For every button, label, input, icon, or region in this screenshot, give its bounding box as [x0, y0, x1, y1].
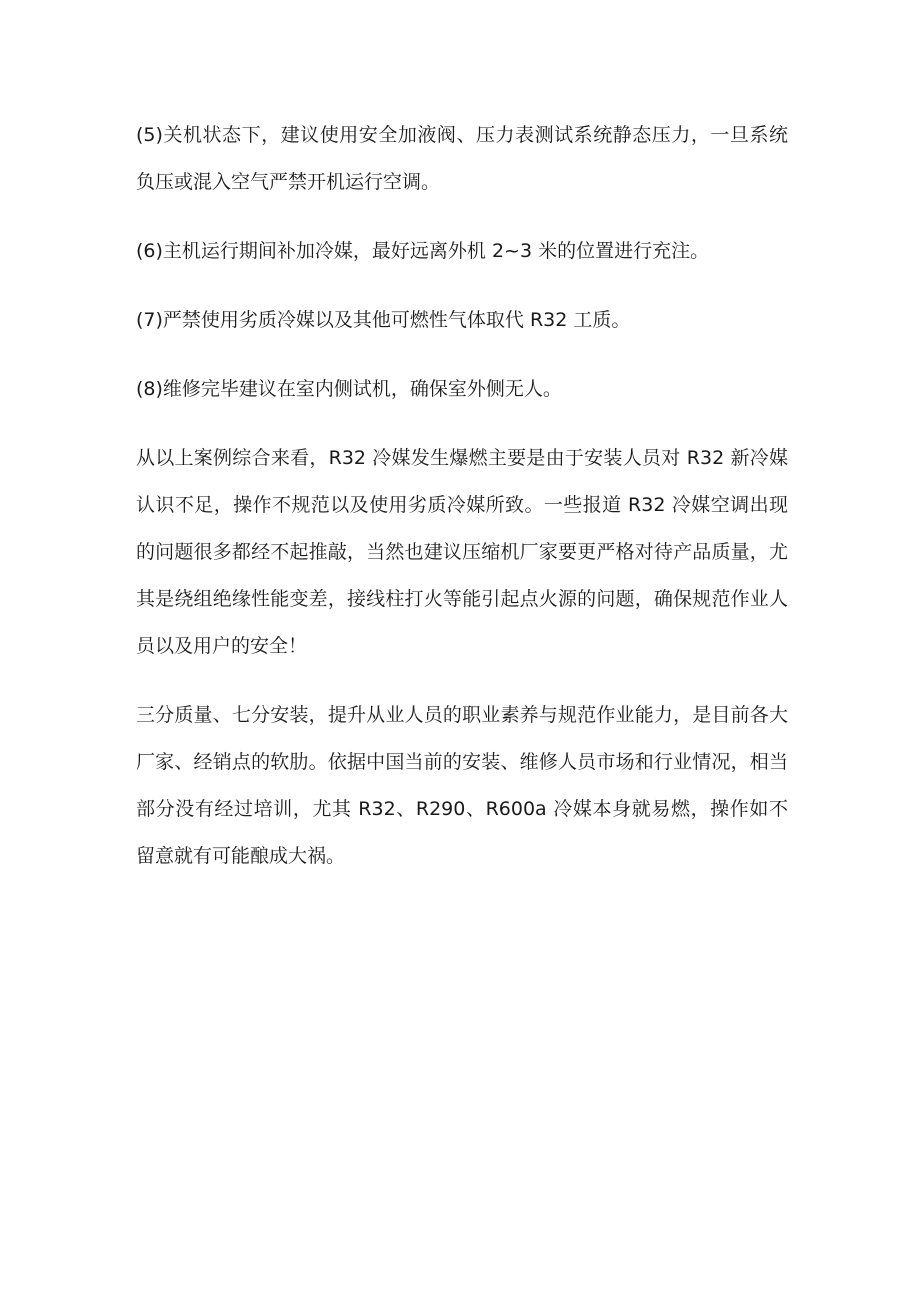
paragraph-item-8: (8)维修完毕建议在室内侧试机，确保室外侧无人。 [136, 378, 562, 400]
conclusion-paragraph: 三分质量、七分安装，提升从业人员的职业素养与规范作业能力，是目前各大厂家、经销点的软肋。依据中国当前的安装、维修人员市场和行业情况，相当部分没有经过培训，尤其 R32、R290、R600a 冷媒本身就易燃，操作如不留意就有可能酿成大祸。 [136, 704, 788, 867]
summary-paragraph: 从以上案例综合来看，R32 冷媒发生爆燃主要是由于安装人员对 R32 新冷媒认识不足，操作不规范以及使用劣质冷媒所致。一些报道 R32 冷媒空调出现的问题很多都经不起推敲，当然也建议压缩机厂家要更严格对待产品质量，尤其是绕组绝缘性能变差，接线柱打火等能引起点火源的问题，确保规范作业人员以及用户的安全！ [136, 447, 788, 657]
paragraph-item-6: (6)主机运行期间补加冷媒，最好远离外机 2~3 米的位置进行充注。 [136, 240, 710, 262]
paragraph-item-5: (5)关机状态下，建议使用安全加液阀、压力表测试系统静态压力，一旦系统负压或混入空气严禁开机运行空调。 [136, 124, 788, 193]
document-body [136, 112, 788, 902]
paragraph-item-7: (7)严禁使用劣质冷媒以及其他可燃性气体取代 R32 工质。 [136, 309, 631, 331]
